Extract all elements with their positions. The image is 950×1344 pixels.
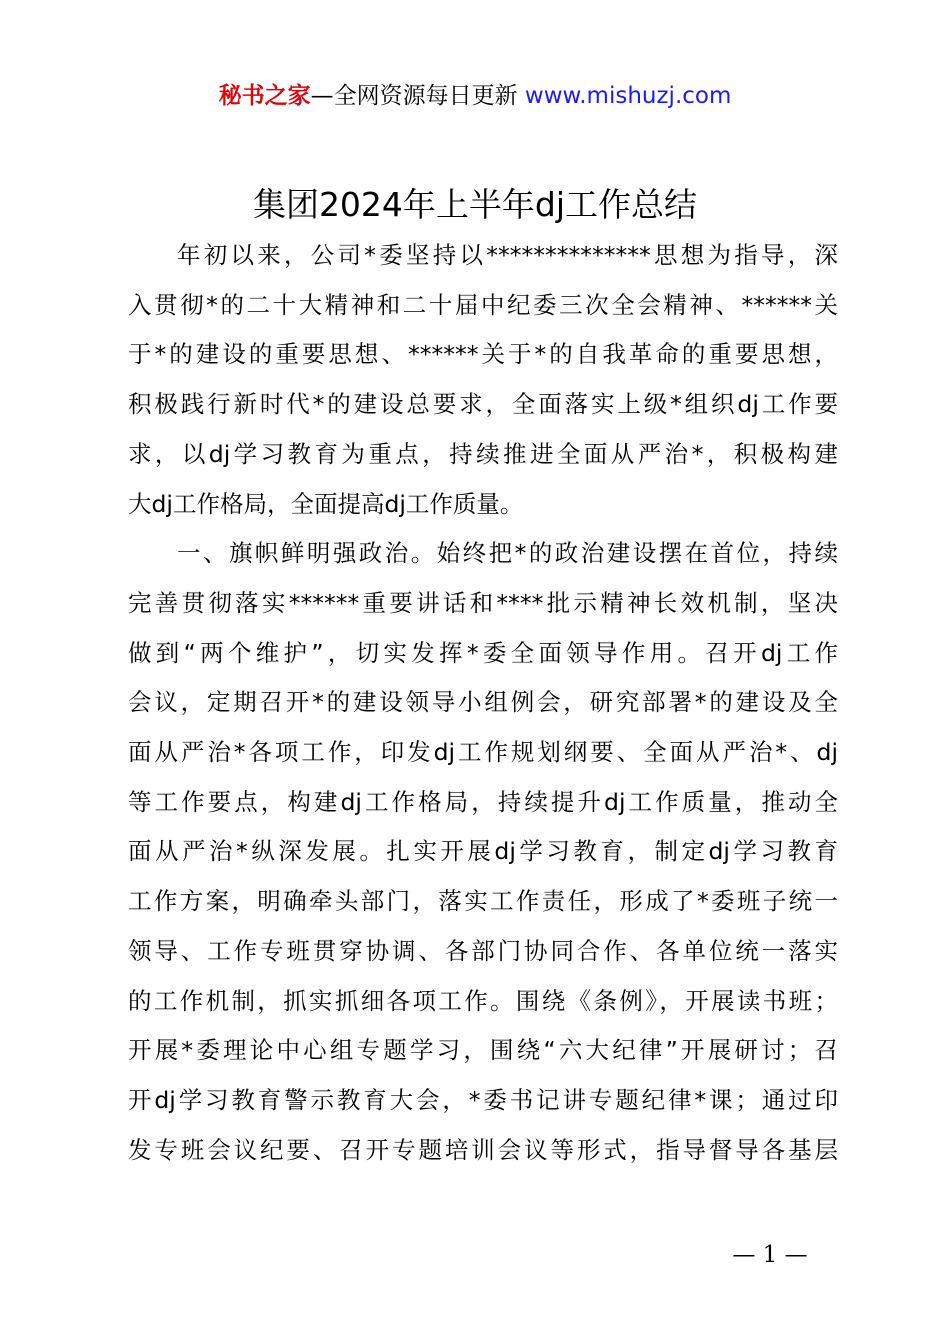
text-line: 面从严治*纵深发展。扎实开展dj学习教育，制定dj学习教育 [128,837,838,866]
text-line: 入贯彻*的二十大精神和二十届中纪委三次全会精神、******关 [128,290,838,319]
document-title: 集团2024年上半年dj工作总结 [252,185,698,224]
site-banner [0,78,950,114]
text-line: 一、旗帜鲜明强政治。始终把*的政治建设摆在首位，持续 [177,539,838,568]
text-line: 会议，定期召开*的建设领导小组例会，研究部署*的建设及全 [128,688,838,717]
text-line: 做到“两个维护”，切实发挥*委全面领导作用。召开dj工作 [128,638,838,667]
brand-name: 秘书之家 [218,83,311,109]
banner-tagline: —全网资源每日更新 [310,83,518,109]
page-number: — 1 — [732,1242,808,1268]
text-line: 积极践行新时代*的建设总要求，全面落实上级*组织dj工作要 [128,390,838,419]
paragraph-section-one [128,529,838,1175]
text-line: 等工作要点，构建dj工作格局，持续提升dj工作质量，推动全 [128,787,838,816]
site-url-link[interactable]: www.mishuzj.com [524,83,732,109]
paragraph-intro [128,231,838,529]
text-line: 开展*委理论中心组专题学习，围绕“六大纪律”开展研讨；召 [128,1036,838,1065]
text-line: 大dj工作格局，全面提高dj工作质量。 [128,489,524,518]
text-line: 工作方案，明确牵头部门，落实工作责任，形成了*委班子统一 [128,887,838,916]
text-line: 完善贯彻落实******重要讲话和****批示精神长效机制，坚决 [128,588,838,617]
text-line: 的工作机制，抓实抓细各项工作。围绕《条例》，开展读书班； [128,986,838,1015]
text-line: 发专班会议纪要、召开专题培训会议等形式，指导督导各基层 [128,1135,838,1164]
text-line: 开dj学习教育警示教育大会，*委书记讲专题纪律*课；通过印 [128,1085,838,1114]
text-line: 于*的建设的重要思想、******关于*的自我革命的重要思想， [128,340,838,369]
document-body [128,231,838,1175]
text-line: 面从严治*各项工作，印发dj工作规划纲要、全面从严治*、dj [128,738,838,767]
text-line: 求，以dj学习教育为重点，持续推进全面从严治*，积极构建 [128,439,838,468]
text-line: 年初以来，公司*委坚持以**************思想为指导，深 [177,241,838,269]
text-line: 领导、工作专班贯穿协调、各部门协同合作、各单位统一落实 [128,936,838,965]
